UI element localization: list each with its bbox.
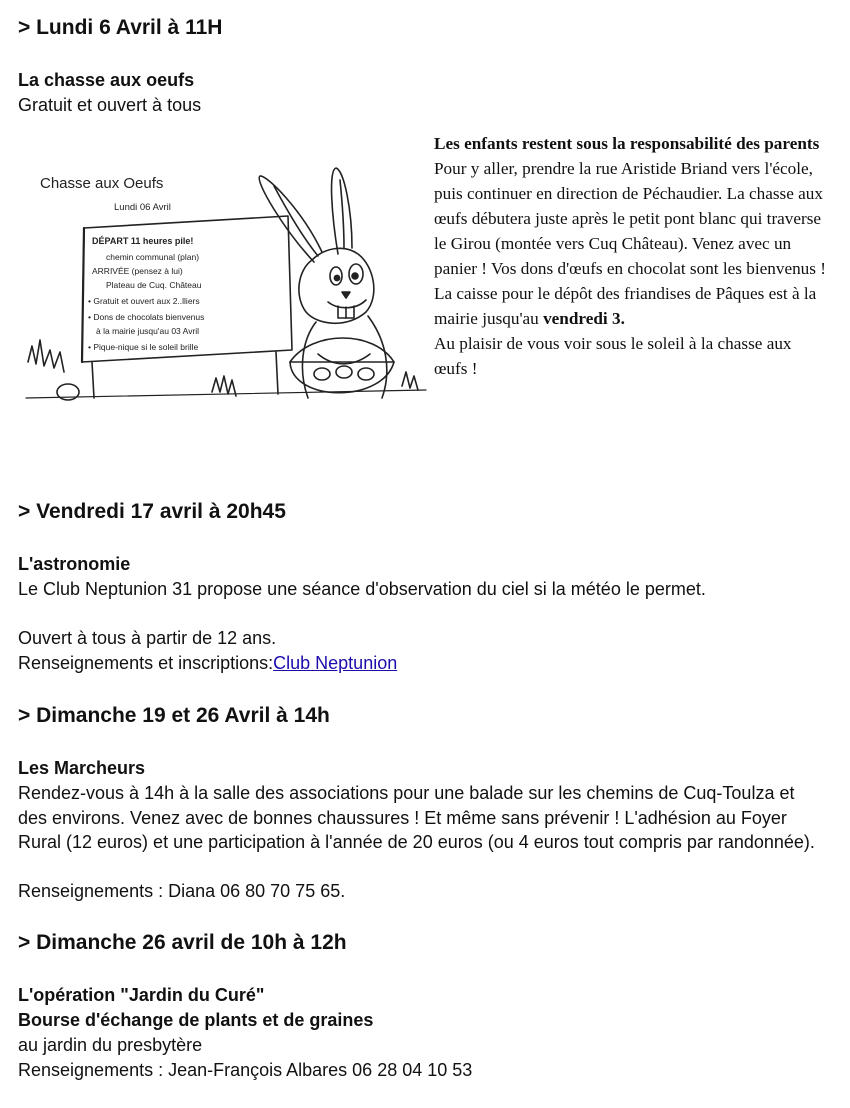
drawing-date: Lundi 06 Avril [114,202,171,213]
event3-contact: Renseignements : Diana 06 80 70 75 65. [18,881,346,901]
event2-info-label: Renseignements et inscriptions: [18,653,274,673]
sign-line-7: à la mairie jusqu'au 03 Avril [96,326,200,336]
event4-title-1: L'opération "Jardin du Curé" [18,985,265,1005]
event4-heading: > Dimanche 26 avril de 10h à 12h [18,931,347,954]
event2-heading: > Vendredi 17 avril à 20h45 [18,500,286,523]
sign-line-8: • Pique-nique si le soleil brille [88,342,199,352]
event1-title: La chasse aux oeufs [18,70,195,90]
sign-line-4: Plateau de Cuq. Château [106,280,202,290]
event1-heading: > Lundi 6 Avril à 11H [18,16,223,39]
easter-egg-hunt-drawing [22,140,432,440]
sign-line-6: • Dons de chocolats bienvenus [88,312,205,322]
event3-title: Les Marcheurs [18,758,146,778]
sign-line-2: chemin communal (plan) [106,252,200,262]
event2-audience: Ouvert à tous à partir de 12 ans. [18,628,277,648]
event4-title-2: Bourse d'échange de plants et de graines [18,1010,374,1030]
event1-directions: Pour y aller, prendre la rue Aristide Briand vers l'école, puis continuer en direction de Péchaudier. La chasse aux œufs débutera juste après le petit pont blanc qui traverse le Girou (montée vers Cuq Château). Venez avec un panier ! Vos dons d'œufs en chocolat sont les bienvenus ! La caisse pour le dépôt des friandises de Pâques est à la mairie jusqu'au [434,159,826,328]
event2-title: L'astronomie [18,554,131,574]
event2-info [18,651,828,676]
sign-line-3: ARRIVÉE (pensez à lui) [92,266,183,276]
event1-closing: Au plaisir de vous voir sous le soleil à la chasse aux œufs ! [434,334,792,378]
event1-subtitle: Gratuit et ouvert à tous [18,95,202,115]
event3-heading: > Dimanche 19 et 26 Avril à 14h [18,704,330,727]
sign-line-1: DÉPART 11 heures pile! [92,236,194,246]
sign-line-5: • Gratuit et ouvert aux 2..lliers [88,296,200,306]
event1-description [434,131,826,381]
event1-deadline: vendredi 3. [543,309,625,328]
event4-place: au jardin du presbytère [18,1035,203,1055]
event1-notice: Les enfants restent sous la responsabilité des parents [434,134,820,153]
event4-contact: Renseignements : Jean-François Albares 06 28 04 10 53 [18,1060,473,1080]
event3-body: Rendez-vous à 14h à la salle des associations pour une balade sur les chemins de Cuq-Toulza et des environs. Venez avec de bonnes chaussures ! Et même sans prévenir ! L'adhésion au Foyer Rural (12 euros) et une participation à l'année de 20 euros (ou 4 euros tout compris par randonnée). [18,783,815,852]
event2-description: Le Club Neptunion 31 propose une séance d'observation du ciel si la météo le permet. [18,579,706,599]
club-neptunion-link[interactable]: Club Neptunion [273,653,398,673]
drawing-title: Chasse aux Oeufs [40,175,164,192]
